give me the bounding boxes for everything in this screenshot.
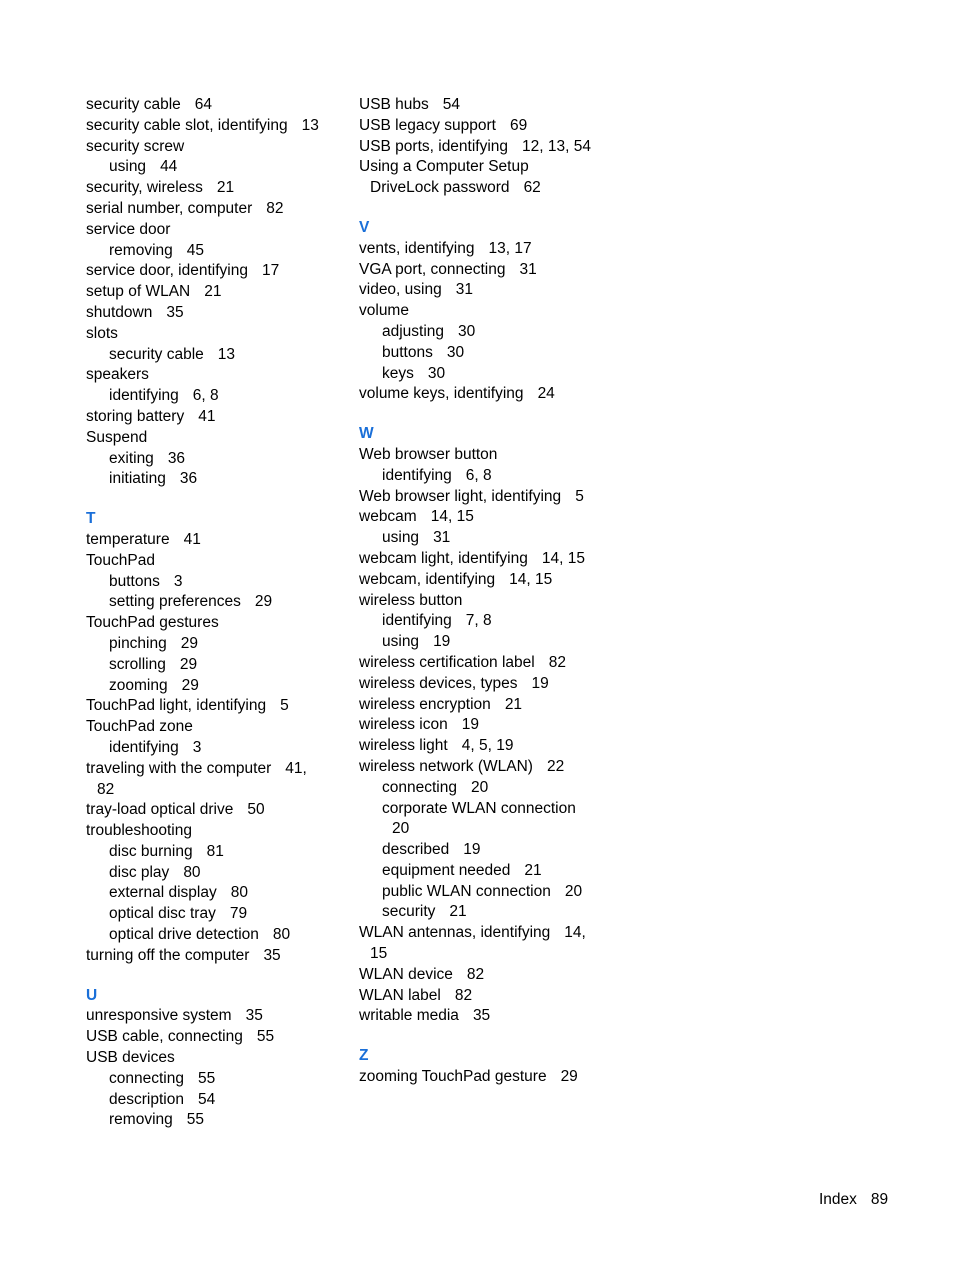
index-page-refs: 80 <box>183 863 201 881</box>
index-page-refs: 24 <box>537 385 555 403</box>
index-term: zooming TouchPad gesture <box>359 1068 547 1086</box>
index-entry <box>86 821 348 842</box>
index-entry <box>86 759 348 780</box>
index-page-refs: 82 <box>548 653 566 671</box>
index-page-refs: 31 <box>433 529 451 547</box>
index-entry <box>86 137 348 158</box>
index-entry <box>359 95 621 116</box>
index-page-refs: 21 <box>504 695 523 713</box>
index-term: buttons <box>382 343 433 361</box>
index-page-refs: 55 <box>256 1028 275 1046</box>
index-page-refs: 19 <box>433 633 451 651</box>
index-entry-continuation <box>86 780 348 801</box>
index-page-refs: 7, 8 <box>465 612 492 630</box>
index-entry <box>359 301 621 322</box>
index-page-refs: 6, 8 <box>192 387 219 405</box>
index-term: removing <box>109 241 173 259</box>
index-entry <box>86 717 348 738</box>
index-term: slots <box>86 324 118 342</box>
index-entry <box>359 986 621 1007</box>
index-entry <box>359 715 621 736</box>
index-term: traveling with the computer <box>86 759 272 777</box>
index-subentry <box>86 157 348 178</box>
index-term: webcam, identifying <box>359 570 496 588</box>
index-page-refs: 21 <box>216 179 235 197</box>
index-page-refs: 36 <box>167 449 186 467</box>
index-subentry <box>86 676 348 697</box>
index-page-refs: 30 <box>458 322 476 340</box>
index-subentry <box>86 592 348 613</box>
index-term: connecting <box>109 1069 184 1087</box>
index-term: webcam light, identifying <box>359 549 528 567</box>
index-subentry <box>86 904 348 925</box>
index-subentry <box>359 466 621 487</box>
index-page-refs: 80 <box>272 926 291 944</box>
index-page-refs: 14, 15 <box>430 508 474 526</box>
index-page-refs: 55 <box>186 1111 204 1129</box>
index-entry <box>359 757 621 778</box>
index-entry <box>359 695 621 716</box>
index-entry <box>359 653 621 674</box>
index-page-refs: 35 <box>263 946 281 964</box>
index-subentry <box>359 364 621 385</box>
index-term: turning off the computer <box>86 946 250 964</box>
index-page-refs: 35 <box>245 1007 263 1025</box>
index-page-refs: 36 <box>179 470 198 488</box>
footer-page-number: 89 <box>870 1191 889 1208</box>
index-term: using <box>109 158 147 176</box>
index-entry-continuation <box>359 178 621 199</box>
index-term: storing battery <box>86 407 185 425</box>
index-term: using <box>382 633 420 651</box>
index-page-refs: 62 <box>523 179 541 197</box>
index-page-refs: 21 <box>524 861 542 879</box>
index-subentry <box>86 863 348 884</box>
index-subentry <box>359 528 621 549</box>
index-entry <box>359 570 621 591</box>
index-term: USB legacy support <box>359 116 496 134</box>
index-term: security cable slot, identifying <box>86 116 288 134</box>
index-entry <box>359 1006 621 1027</box>
index-subentry <box>359 840 621 861</box>
index-page-refs: 29 <box>180 634 198 652</box>
index-term: optical drive detection <box>109 926 259 944</box>
index-page-refs: 81 <box>206 842 224 860</box>
index-page-refs: 5 <box>575 487 584 505</box>
index-entry <box>359 736 621 757</box>
index-term: unresponsive system <box>86 1007 232 1025</box>
index-term: pinching <box>109 634 167 652</box>
index-term: TouchPad zone <box>86 718 193 736</box>
index-subentry <box>86 925 348 946</box>
index-term: exiting <box>109 449 154 467</box>
index-subentry <box>86 883 348 904</box>
index-entry <box>86 946 348 967</box>
index-subentry <box>359 632 621 653</box>
index-page-refs: 14, 15 <box>509 570 553 588</box>
index-page-refs: 82 <box>454 986 473 1004</box>
index-page-refs: 22 <box>546 757 565 775</box>
index-subentry <box>359 778 621 799</box>
index-term: wireless network (WLAN) <box>359 757 533 775</box>
page-footer <box>819 1191 888 1209</box>
index-term: Suspend <box>86 428 148 446</box>
index-page-refs: 19 <box>461 716 479 734</box>
index-term: security <box>382 903 436 921</box>
index-term: WLAN antennas, identifying <box>359 924 551 942</box>
index-term: USB hubs <box>359 96 429 113</box>
index-entry <box>86 261 348 282</box>
index-subentry <box>359 902 621 923</box>
index-subentry <box>86 572 348 593</box>
index-entry <box>86 551 348 572</box>
index-page-refs: 14, <box>564 924 586 942</box>
index-term: scrolling <box>109 655 166 673</box>
index-page-refs: 35 <box>166 303 184 321</box>
index-term: Web browser button <box>359 445 498 463</box>
index-subentry <box>86 1069 348 1090</box>
index-term: Web browser light, identifying <box>359 487 562 505</box>
index-term: corporate WLAN connection <box>382 799 576 817</box>
index-term: TouchPad gestures <box>86 614 219 632</box>
index-term: security cable <box>109 345 204 363</box>
index-term: optical disc tray <box>109 905 216 923</box>
index-letter-heading: T <box>86 510 96 528</box>
index-subentry <box>359 861 621 882</box>
index-page-refs: 29 <box>179 655 198 673</box>
index-entry <box>359 384 621 405</box>
index-subentry <box>86 469 348 490</box>
index-term: USB cable, connecting <box>86 1028 243 1046</box>
index-page-refs: 54 <box>197 1090 216 1108</box>
index-term: WLAN device <box>359 965 453 983</box>
index-entry <box>86 365 348 386</box>
index-letter-heading: U <box>86 986 98 1004</box>
index-page-refs: 50 <box>247 801 265 819</box>
index-term: webcam <box>359 508 417 526</box>
index-page-refs: 82 <box>466 965 485 983</box>
index-term: adjusting <box>382 322 445 340</box>
index-subentry <box>86 241 348 262</box>
index-entry <box>359 965 621 986</box>
index-term: disc play <box>109 863 170 881</box>
index-term: identifying <box>382 466 452 484</box>
index-column-left <box>86 95 348 1131</box>
index-term: wireless button <box>359 591 463 609</box>
index-entry <box>86 220 348 241</box>
index-subentry <box>86 1110 348 1131</box>
index-entry <box>86 116 348 137</box>
index-subentry <box>359 799 621 820</box>
index-term: keys <box>382 364 414 382</box>
index-entry-continuation <box>359 819 621 840</box>
index-subentry <box>86 345 348 366</box>
index-page-refs: 31 <box>455 281 473 299</box>
index-term: serial number, computer <box>86 199 253 217</box>
index-letter-heading: W <box>359 425 374 443</box>
index-page-refs: 29 <box>254 593 273 611</box>
index-page-refs: 17 <box>261 262 280 280</box>
index-entry <box>86 1006 348 1027</box>
index-page-refs: 41 <box>198 407 216 425</box>
index-subentry <box>86 655 348 676</box>
index-page-refs: 35 <box>472 1007 491 1025</box>
index-term: removing <box>109 1111 173 1129</box>
index-page-refs: 19 <box>463 841 481 859</box>
index-term: security, wireless <box>86 179 203 197</box>
index-entry <box>359 116 621 137</box>
index-term: equipment needed <box>382 861 511 879</box>
index-term: 82 <box>97 780 115 798</box>
index-term: TouchPad light, identifying <box>86 697 267 715</box>
index-entry <box>359 260 621 281</box>
index-subentry <box>359 882 621 903</box>
index-page-refs: 20 <box>470 778 489 796</box>
index-term: TouchPad <box>86 551 155 569</box>
index-page-refs: 4, 5, 19 <box>461 737 514 755</box>
index-term: wireless certification label <box>359 653 535 671</box>
index-term: setup of WLAN <box>86 283 191 301</box>
index-subentry <box>86 634 348 655</box>
index-entry <box>359 507 621 528</box>
index-entry <box>86 428 348 449</box>
index-page-refs: 13, 17 <box>488 239 532 257</box>
index-entry <box>359 923 621 944</box>
index-term: initiating <box>109 470 166 488</box>
index-page-refs: 21 <box>449 903 467 921</box>
index-entry <box>359 157 621 178</box>
index-entry <box>86 303 348 324</box>
index-page-refs: 6, 8 <box>465 466 492 484</box>
index-term: DriveLock password <box>370 179 510 197</box>
index-entry <box>86 199 348 220</box>
index-entry <box>359 549 621 570</box>
index-term: shutdown <box>86 303 153 321</box>
index-subentry <box>86 1090 348 1111</box>
index-page-refs: 80 <box>230 884 248 902</box>
index-page-refs: 41 <box>183 530 201 548</box>
index-letter-heading: Z <box>359 1047 369 1065</box>
index-term: VGA port, connecting <box>359 260 506 278</box>
index-letter-heading: V <box>359 218 370 236</box>
index-term: security screw <box>86 137 185 155</box>
index-page-refs: 30 <box>427 364 446 382</box>
index-entry <box>86 324 348 345</box>
index-term: temperature <box>86 530 170 548</box>
index-term: video, using <box>359 281 442 299</box>
index-term: wireless devices, types <box>359 674 518 692</box>
index-term: connecting <box>382 778 457 796</box>
index-term: troubleshooting <box>86 822 192 840</box>
index-page-refs: 54 <box>442 96 461 113</box>
index-term: zooming <box>109 676 168 694</box>
index-entry <box>86 178 348 199</box>
index-entry <box>359 591 621 612</box>
index-page-refs: 31 <box>519 260 537 278</box>
index-term: using <box>382 529 420 547</box>
index-term: volume <box>359 302 409 320</box>
index-entry <box>86 282 348 303</box>
index-term: tray-load optical drive <box>86 801 234 819</box>
index-term: service door, identifying <box>86 262 248 280</box>
footer-label: Index <box>819 1191 857 1208</box>
index-term: volume keys, identifying <box>359 385 524 403</box>
index-subentry <box>359 322 621 343</box>
index-page-refs: 14, 15 <box>541 549 585 567</box>
index-column-right <box>359 95 621 1088</box>
index-entry <box>86 407 348 428</box>
index-entry <box>86 613 348 634</box>
index-term: USB devices <box>86 1049 175 1067</box>
index-term: public WLAN connection <box>382 882 551 900</box>
index-term: security cable <box>86 96 181 113</box>
index-page-refs: 79 <box>229 905 248 923</box>
index-page-refs: 45 <box>186 241 204 259</box>
index-term: identifying <box>109 387 179 405</box>
index-entry <box>359 674 621 695</box>
index-term: Using a Computer Setup <box>359 158 529 176</box>
index-page-refs: 29 <box>181 676 199 694</box>
index-page-refs: 3 <box>173 572 183 590</box>
index-term: USB ports, identifying <box>359 137 509 155</box>
index-term: wireless encryption <box>359 695 491 713</box>
index-entry <box>359 445 621 466</box>
index-term: description <box>109 1090 184 1108</box>
index-entry <box>86 1027 348 1048</box>
index-page-refs: 13 <box>301 116 319 134</box>
index-term: vents, identifying <box>359 239 475 257</box>
index-term: speakers <box>86 366 149 384</box>
index-page-refs: 19 <box>531 674 549 692</box>
index-page-refs: 41, <box>285 759 307 777</box>
index-term: described <box>382 841 450 859</box>
index-entry <box>86 696 348 717</box>
index-subentry <box>86 449 348 470</box>
index-entry <box>86 95 348 116</box>
index-page-refs: 55 <box>197 1069 216 1087</box>
index-term: writable media <box>359 1007 459 1025</box>
index-page-refs: 12, 13, 54 <box>522 137 591 155</box>
index-page-refs: 29 <box>560 1068 578 1086</box>
index-term: wireless light <box>359 737 448 755</box>
index-term: 20 <box>392 820 410 838</box>
index-entry <box>359 487 621 508</box>
index-term: service door <box>86 220 171 238</box>
index-term: 15 <box>370 945 388 963</box>
index-term: disc burning <box>109 842 193 860</box>
index-page-refs: 82 <box>266 199 284 217</box>
index-page-refs: 21 <box>204 283 222 301</box>
index-term: identifying <box>109 738 179 756</box>
index-subentry <box>359 343 621 364</box>
index-entry <box>359 137 621 158</box>
index-subentry <box>359 611 621 632</box>
index-page-refs: 13 <box>217 345 236 363</box>
index-page-refs: 30 <box>446 343 465 361</box>
index-page-refs: 64 <box>194 96 213 113</box>
index-entry <box>359 1067 621 1088</box>
index-subentry <box>86 386 348 407</box>
index-term: wireless icon <box>359 716 448 734</box>
index-entry <box>359 239 621 260</box>
index-entry <box>359 280 621 301</box>
index-page-refs: 20 <box>564 882 583 900</box>
index-term: WLAN label <box>359 986 441 1004</box>
index-term: setting preferences <box>109 593 241 611</box>
index-term: external display <box>109 884 217 902</box>
index-entry <box>86 1048 348 1069</box>
index-entry-continuation <box>359 944 621 965</box>
index-page-refs: 3 <box>192 738 202 756</box>
index-subentry <box>86 738 348 759</box>
index-term: identifying <box>382 612 452 630</box>
index-subentry <box>86 842 348 863</box>
index-page-refs: 44 <box>160 158 178 176</box>
index-page-refs: 5 <box>280 697 289 715</box>
index-page-refs: 69 <box>510 116 528 134</box>
index-entry <box>86 530 348 551</box>
index-term: buttons <box>109 572 160 590</box>
index-entry <box>86 800 348 821</box>
